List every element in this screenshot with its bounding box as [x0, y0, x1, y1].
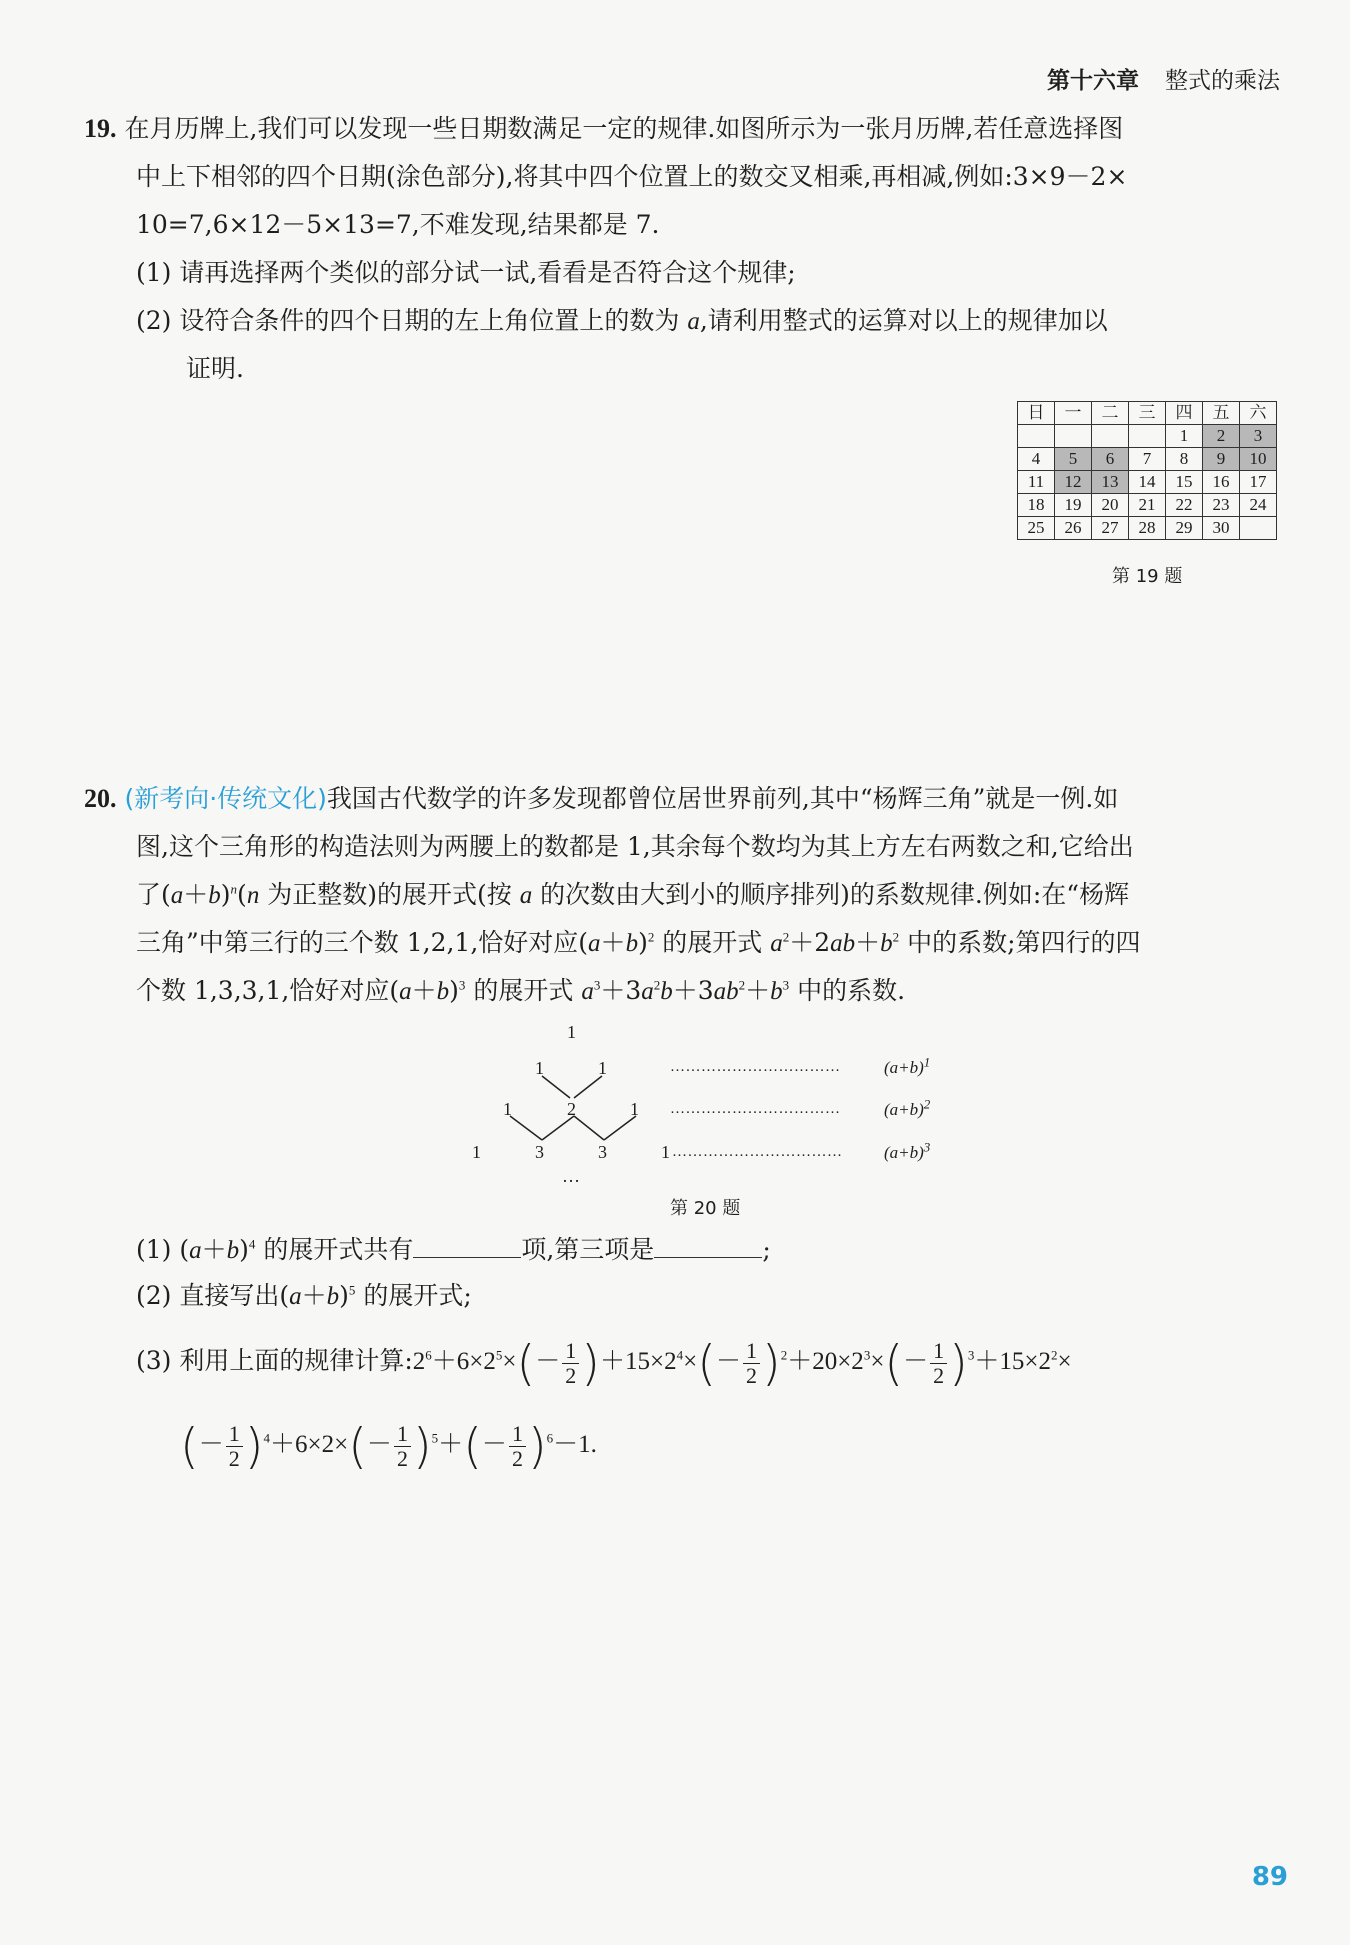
- var-b: b: [208, 882, 221, 909]
- rparen: ): [244, 1418, 264, 1475]
- exp: 5: [431, 1430, 439, 1446]
- num: 1: [509, 1422, 526, 1447]
- p20-tag: (新考向·传统文化): [124, 784, 327, 813]
- calendar-weekday: 日: [1018, 402, 1055, 425]
- chapter-title: 整式的乘法: [1165, 68, 1280, 94]
- plus: ＋: [855, 928, 881, 957]
- rparen: ): [527, 1418, 547, 1475]
- tri-r2-0: 1: [535, 1058, 544, 1078]
- fraction-half: [394, 1422, 411, 1471]
- p19-q2-cont: 证明.: [186, 354, 244, 383]
- minus: －: [481, 1431, 507, 1458]
- p20-line-5: [136, 974, 905, 1009]
- calendar-day: 6: [1092, 448, 1129, 471]
- t: ＋3: [672, 976, 714, 1005]
- term: 2: [412, 1348, 426, 1375]
- term: ＋6×2×: [269, 1431, 349, 1458]
- dots-1: ……………………………: [670, 1059, 841, 1075]
- exp: 3: [782, 977, 790, 993]
- var-a: a: [170, 882, 184, 909]
- fraction-half: [743, 1339, 760, 1388]
- calendar-day: 1: [1166, 425, 1203, 448]
- p20-caption: 第 20 题: [670, 1198, 741, 1219]
- var-b: b: [880, 930, 893, 957]
- times: ×: [502, 1348, 517, 1375]
- edge: [510, 1116, 542, 1140]
- exp: 2: [653, 977, 661, 993]
- p19-line-2: 中上下相邻的四个日期(涂色部分),将其中四个位置上的数交叉相乘,再相减,例如:3×9－2×: [136, 162, 1128, 191]
- t: ＋3: [600, 976, 642, 1005]
- calendar-day: [1018, 425, 1055, 448]
- t: 项,第三项是: [521, 1235, 655, 1264]
- calendar-week-row: [1018, 448, 1277, 471]
- calendar-weekday: 一: [1055, 402, 1092, 425]
- calendar-day: 20: [1092, 494, 1129, 517]
- calendar-day: 16: [1203, 471, 1240, 494]
- p19-text-1: 在月历牌上,我们可以发现一些日期数满足一定的规律.如图所示为一张月历牌,若任意选择图: [124, 114, 1124, 143]
- exp: 5: [348, 1282, 356, 1298]
- calendar-day: 27: [1092, 517, 1129, 540]
- exp: 4: [248, 1236, 256, 1252]
- times: ×: [870, 1348, 885, 1375]
- p19-q2-pre: (2) 设符合条件的四个日期的左上角位置上的数为: [136, 306, 688, 335]
- p19-caption: 第 19 题: [1112, 566, 1183, 587]
- t: 为正整数)的展开式(按: [259, 880, 520, 909]
- t: 的次数由大到小的顺序排列)的系数规律.例如:在“杨辉: [532, 880, 1130, 909]
- exp: 2: [782, 929, 790, 945]
- label-text: (a+b): [884, 1100, 924, 1119]
- t: 的展开式;: [355, 1281, 472, 1310]
- exp: 2: [892, 929, 900, 945]
- t: (1) (: [136, 1235, 190, 1264]
- exp: 2: [1051, 1347, 1058, 1363]
- p20-q3-line-2: [180, 1410, 597, 1480]
- label-text: (a+b): [884, 1058, 924, 1077]
- rparen: ): [638, 928, 648, 957]
- lparen: (: [516, 1335, 536, 1392]
- calendar-day: 25: [1018, 517, 1055, 540]
- var-b: b: [436, 978, 450, 1005]
- calendar-day: 14: [1129, 471, 1166, 494]
- running-header: [1047, 62, 1280, 95]
- rparen: ): [412, 1418, 432, 1475]
- t: ;: [762, 1235, 771, 1264]
- t: 的展开式: [654, 928, 771, 957]
- p20-line-2: 图,这个三角形的构造法则为两腰上的数都是 1,其余每个数均为其上方左右两数之和,它给出: [136, 832, 1134, 861]
- calendar-weekday: 六: [1240, 402, 1277, 425]
- label-ab3: [884, 1139, 931, 1163]
- den: 2: [745, 1362, 757, 1388]
- calendar-day: 29: [1166, 517, 1203, 540]
- calendar-day: 17: [1240, 471, 1277, 494]
- calendar-week-row: [1018, 517, 1277, 540]
- p20-q3-line-1: [136, 1326, 1072, 1396]
- exp: 4: [676, 1347, 684, 1363]
- exp: 2: [647, 929, 655, 945]
- exp: 6: [546, 1430, 554, 1446]
- exp: 6: [425, 1347, 432, 1363]
- label-text: (a+b): [884, 1143, 924, 1162]
- var-ab: ab: [830, 930, 856, 957]
- calendar-day: 7: [1129, 448, 1166, 471]
- lparen: (: [463, 1418, 482, 1475]
- term: ＋15×2: [974, 1348, 1052, 1375]
- plus: ＋: [600, 928, 626, 957]
- label-ab1: [884, 1054, 931, 1078]
- lparen: (: [697, 1335, 716, 1392]
- term: ＋15×2: [600, 1348, 677, 1375]
- calendar-table: [1017, 401, 1277, 540]
- fraction-half: [930, 1339, 947, 1388]
- p20-text-1: 我国古代数学的许多发现都曾位居世界前列,其中“杨辉三角”就是一例.如: [326, 784, 1119, 813]
- term: ＋: [438, 1431, 464, 1458]
- label-exp: 2: [923, 1096, 931, 1112]
- calendar-weekday: 四: [1166, 402, 1203, 425]
- exp: 4: [263, 1430, 270, 1446]
- tri-ellipsis: …: [562, 1166, 580, 1186]
- tri-r1-0: 1: [567, 1022, 576, 1042]
- var-a: a: [588, 930, 601, 957]
- den: 2: [933, 1362, 945, 1388]
- calendar-day: 22: [1166, 494, 1203, 517]
- calendar-day: 5: [1055, 448, 1092, 471]
- p20-line-4: [136, 926, 1141, 961]
- var-a: a: [189, 1237, 202, 1264]
- p19-number: 19.: [84, 114, 117, 143]
- edge: [574, 1076, 602, 1098]
- edge: [542, 1076, 570, 1098]
- calendar-day: 8: [1166, 448, 1203, 471]
- num: 1: [226, 1422, 243, 1447]
- exp: 3: [593, 977, 601, 993]
- calendar-day: 30: [1203, 517, 1240, 540]
- fraction-half: [562, 1339, 579, 1388]
- chapter-label: 第十六章: [1047, 68, 1139, 94]
- exp: 5: [495, 1347, 503, 1363]
- exp: 2: [780, 1347, 788, 1363]
- var-ab: ab: [713, 978, 739, 1005]
- var-b: b: [770, 978, 783, 1005]
- p19-q2-post: ,请利用整式的运算对以上的规律加以: [699, 306, 1108, 335]
- calendar-day: 10: [1240, 448, 1277, 471]
- plus: ＋: [411, 976, 437, 1005]
- exp: 3: [863, 1347, 871, 1363]
- p20-number: 20.: [84, 784, 117, 813]
- t: ＋2: [789, 928, 831, 957]
- rparen: ): [339, 1281, 349, 1310]
- calendar-day: 28: [1129, 517, 1166, 540]
- times: ×: [1057, 1348, 1072, 1375]
- plus: ＋: [201, 1235, 227, 1264]
- minus: －: [535, 1348, 561, 1375]
- den: 2: [511, 1445, 523, 1471]
- label-ab2: [884, 1096, 931, 1120]
- answer-blank-third-term[interactable]: [654, 1231, 762, 1258]
- lparen: (: [884, 1335, 904, 1392]
- calendar-header-row: [1018, 402, 1277, 425]
- den: 2: [565, 1362, 577, 1388]
- var-a: a: [581, 978, 594, 1005]
- num: 1: [562, 1339, 579, 1364]
- rparen: ): [449, 976, 459, 1005]
- term: ＋20×2: [787, 1348, 864, 1375]
- label-exp: 1: [923, 1054, 931, 1070]
- tri-r2-1: 1: [598, 1058, 607, 1078]
- lparen: (: [237, 880, 247, 909]
- calendar-weekday: 二: [1092, 402, 1129, 425]
- calendar-week-row: [1018, 471, 1277, 494]
- p20-q2: [136, 1279, 472, 1314]
- term: ＋6×2: [431, 1348, 496, 1375]
- plus: ＋: [183, 880, 209, 909]
- lparen: (: [348, 1418, 367, 1475]
- p19-q1: (1) 请再选择两个类似的部分试一试,看看是否符合这个规律;: [136, 258, 796, 287]
- p19-line-3: 10=7,6×12－5×13=7,不难发现,结果都是 7.: [136, 210, 660, 239]
- calendar-day: 12: [1055, 471, 1092, 494]
- calendar-day: 2: [1203, 425, 1240, 448]
- exp: 3: [458, 977, 466, 993]
- t: 的展开式共有: [255, 1235, 414, 1264]
- p20-line-3: [136, 878, 1129, 913]
- tri-r3-1: 2: [567, 1099, 576, 1119]
- var-n: n: [246, 882, 260, 909]
- minus: －: [198, 1431, 224, 1458]
- calendar-day: 18: [1018, 494, 1055, 517]
- calendar-week-row: [1018, 425, 1277, 448]
- calendar-day: 15: [1166, 471, 1203, 494]
- den: 2: [228, 1445, 240, 1471]
- p20-q1: [136, 1231, 771, 1268]
- t: 中的系数;第四行的四: [899, 928, 1141, 957]
- calendar-day: 13: [1092, 471, 1129, 494]
- exp: 3: [967, 1347, 975, 1363]
- tri-r4-1: 3: [535, 1142, 544, 1162]
- tri-r3-2: 1: [630, 1099, 639, 1119]
- var-b: b: [625, 930, 639, 957]
- tri-r4-3: 1: [661, 1142, 670, 1162]
- t: 个数 1,3,3,1,恰好对应(: [136, 976, 400, 1005]
- var-a: a: [519, 882, 533, 909]
- calendar-day: 9: [1203, 448, 1240, 471]
- exp: 2: [738, 977, 746, 993]
- p19-line-1: [84, 112, 1123, 146]
- calendar-week-row: [1018, 494, 1277, 517]
- page-number: 89: [1251, 1862, 1288, 1892]
- calendar-day: 24: [1240, 494, 1277, 517]
- calendar-weekday: 五: [1203, 402, 1240, 425]
- calendar-day: 11: [1018, 471, 1055, 494]
- minus: －: [715, 1348, 741, 1375]
- var-a: a: [399, 978, 412, 1005]
- t: 三角”中第三行的三个数 1,2,1,恰好对应(: [136, 928, 589, 957]
- edge: [574, 1116, 604, 1140]
- q3-label: (3) 利用上面的规律计算:: [136, 1346, 413, 1375]
- calendar-day: [1092, 425, 1129, 448]
- num: 1: [930, 1339, 947, 1364]
- dots-2: ……………………………: [670, 1101, 841, 1117]
- plus: ＋: [745, 976, 771, 1005]
- num: 1: [743, 1339, 760, 1364]
- calendar-day: 4: [1018, 448, 1055, 471]
- p19-q2-var: a: [687, 308, 700, 335]
- label-exp: 3: [923, 1139, 931, 1155]
- calendar-day: 23: [1203, 494, 1240, 517]
- rparen: ): [220, 880, 231, 909]
- calendar-day: 21: [1129, 494, 1166, 517]
- t: 的展开式: [465, 976, 582, 1005]
- minus: －: [903, 1348, 929, 1375]
- term: －1.: [553, 1431, 597, 1458]
- calendar-day: 26: [1055, 517, 1092, 540]
- dots-3: ……………………………: [672, 1144, 843, 1160]
- answer-blank-terms[interactable]: [413, 1231, 521, 1258]
- minus: －: [366, 1431, 392, 1458]
- t: 了(: [136, 880, 171, 909]
- den: 2: [396, 1445, 408, 1471]
- var-b: b: [326, 1283, 340, 1310]
- p20-line-1: [84, 782, 1118, 816]
- rparen: ): [949, 1335, 968, 1392]
- var-a: a: [770, 930, 783, 957]
- exp-n: n: [230, 881, 238, 897]
- calendar-day: [1240, 517, 1277, 540]
- var-b: b: [660, 978, 673, 1005]
- times: ×: [683, 1348, 698, 1375]
- calendar-day: [1055, 425, 1092, 448]
- calendar-day: 19: [1055, 494, 1092, 517]
- tri-r4-0: 1: [472, 1142, 481, 1162]
- fraction-half: [509, 1422, 526, 1471]
- t: 中的系数.: [789, 976, 906, 1005]
- t: (2) 直接写出(: [136, 1281, 290, 1310]
- var-a: a: [289, 1283, 302, 1310]
- calendar-day: 3: [1240, 425, 1277, 448]
- var-b: b: [226, 1237, 240, 1264]
- tri-r4-2: 3: [598, 1142, 607, 1162]
- var-a: a: [641, 978, 654, 1005]
- rparen: ): [581, 1335, 600, 1392]
- plus: ＋: [301, 1281, 327, 1310]
- lparen: (: [180, 1418, 199, 1475]
- calendar-weekday: 三: [1129, 402, 1166, 425]
- rparen: ): [239, 1235, 249, 1264]
- calendar-day: [1129, 425, 1166, 448]
- tri-r3-0: 1: [503, 1099, 512, 1119]
- num: 1: [394, 1422, 411, 1447]
- fraction-half: [226, 1422, 243, 1471]
- p19-q2: [136, 304, 1108, 339]
- rparen: ): [761, 1335, 781, 1392]
